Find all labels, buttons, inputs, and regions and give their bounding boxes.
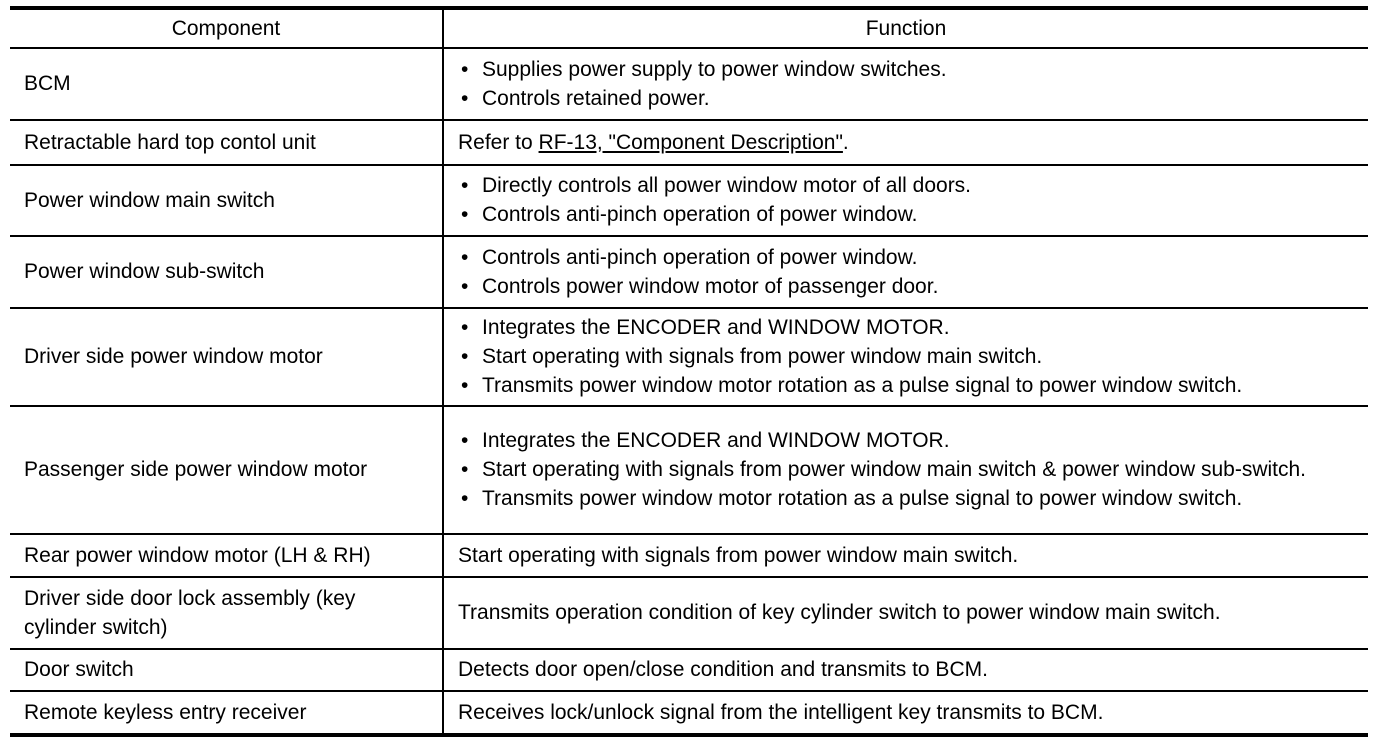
- function-bullets: [458, 171, 1356, 229]
- table-row: [10, 48, 1368, 120]
- table-row: [10, 649, 1368, 691]
- function-cell: [443, 48, 1368, 120]
- bullet-item: • Transmits power window motor rotation as a pulse signal to power window switch.: [458, 371, 1356, 400]
- table-row: [10, 534, 1368, 577]
- function-cell: [443, 406, 1368, 534]
- component-cell: BCM: [10, 48, 443, 120]
- function-cell: [443, 120, 1368, 165]
- bullet-item: • Controls anti-pinch operation of power window.: [458, 200, 1356, 229]
- bullet-icon: •: [461, 345, 469, 368]
- function-cell: Start operating with signals from power window main switch.: [443, 534, 1368, 577]
- header-component: Component: [10, 8, 443, 48]
- component-cell: Rear power window motor (LH & RH): [10, 534, 443, 577]
- bullet-icon: •: [461, 86, 469, 110]
- function-cell: [443, 308, 1368, 406]
- function-bullets: [458, 55, 1356, 113]
- reference-link[interactable]: RF-13, "Component Description": [538, 130, 843, 154]
- bullet-icon: •: [461, 487, 469, 510]
- table-row: [10, 691, 1368, 735]
- table-row: [10, 577, 1368, 649]
- bullet-icon: •: [461, 374, 469, 397]
- function-bullets: [458, 313, 1356, 400]
- component-cell: Passenger side power window motor: [10, 406, 443, 534]
- component-cell: Door switch: [10, 649, 443, 691]
- bullet-item: • Directly controls all power window motor of all doors.: [458, 171, 1356, 200]
- component-cell: Power window main switch: [10, 165, 443, 236]
- function-cell: Transmits operation condition of key cylinder switch to power window main switch.: [443, 577, 1368, 649]
- bullet-item: • Start operating with signals from power window main switch.: [458, 342, 1356, 371]
- bullet-item: • Controls anti-pinch operation of power window.: [458, 243, 1356, 272]
- bullet-item: • Controls retained power.: [458, 84, 1356, 113]
- bullet-icon: •: [461, 57, 469, 81]
- function-bullets: [458, 426, 1356, 513]
- bullet-item: • Supplies power supply to power window switches.: [458, 55, 1356, 84]
- bullet-icon: •: [461, 316, 469, 339]
- function-bullets: [458, 243, 1356, 301]
- table-header-row: [10, 8, 1368, 48]
- component-cell: Power window sub-switch: [10, 236, 443, 308]
- function-cell: Receives lock/unlock signal from the intelligent key transmits to BCM.: [443, 691, 1368, 735]
- function-cell: [443, 236, 1368, 308]
- table-row: [10, 236, 1368, 308]
- bullet-item: • Transmits power window motor rotation as a pulse signal to power window switch.: [458, 484, 1356, 513]
- table-row: [10, 406, 1368, 534]
- table-row: [10, 165, 1368, 236]
- component-cell: Retractable hard top contol unit: [10, 120, 443, 165]
- bullet-icon: •: [461, 203, 469, 226]
- component-cell: Remote keyless entry receiver: [10, 691, 443, 735]
- bullet-icon: •: [461, 245, 469, 269]
- component-cell: Driver side power window motor: [10, 308, 443, 406]
- bullet-icon: •: [461, 174, 469, 197]
- bullet-item: • Integrates the ENCODER and WINDOW MOTOR.: [458, 313, 1356, 342]
- header-function: Function: [443, 8, 1368, 48]
- bullet-icon: •: [461, 429, 469, 452]
- bullet-icon: •: [461, 274, 469, 298]
- bullet-item: • Integrates the ENCODER and WINDOW MOTOR.: [458, 426, 1356, 455]
- component-function-table: [10, 6, 1368, 737]
- function-cell: [443, 165, 1368, 236]
- reference-prefix: Refer to: [458, 130, 539, 154]
- function-cell: Detects door open/close condition and transmits to BCM.: [443, 649, 1368, 691]
- bullet-item: • Controls power window motor of passenger door.: [458, 272, 1356, 301]
- table-row: [10, 308, 1368, 406]
- component-cell: Driver side door lock assembly (key cylinder switch): [10, 577, 443, 649]
- bullet-icon: •: [461, 458, 469, 481]
- table-row: [10, 120, 1368, 165]
- reference-suffix: .: [842, 130, 849, 154]
- bullet-item: • Start operating with signals from power window main switch & power window sub-switch.: [458, 455, 1356, 484]
